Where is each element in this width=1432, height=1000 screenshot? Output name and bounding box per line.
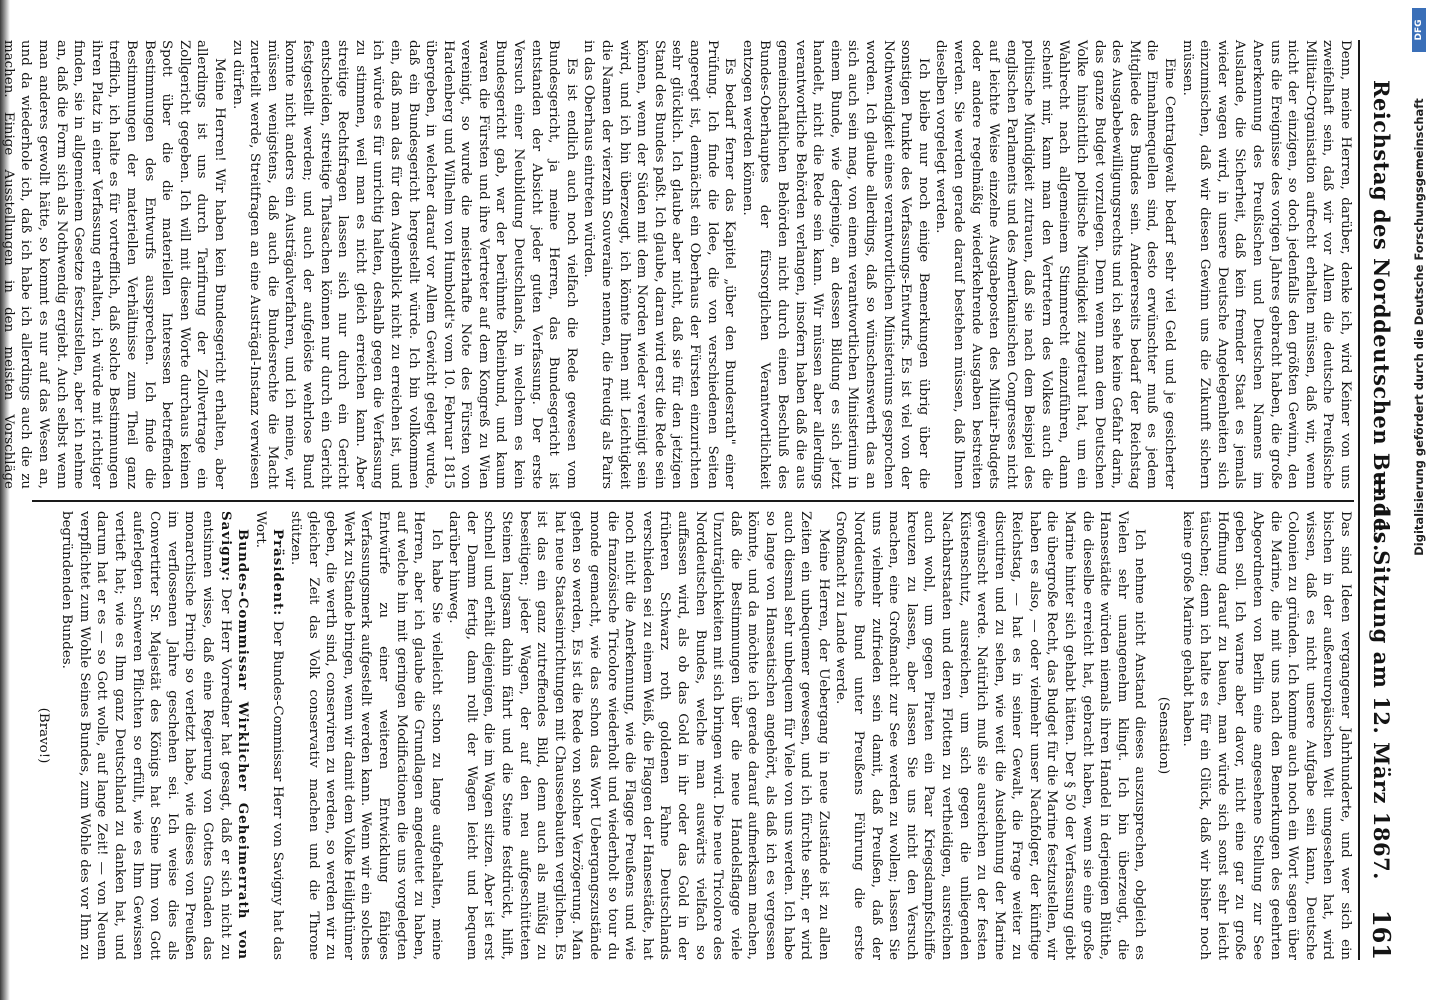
praesident-label: Präsident: <box>270 529 287 617</box>
left-paragraph-5: Es ist endlich auch noch vielfach die Rede gewesen vom Bundesgericht, ja meine Herren, das Bundesgericht ist entstanden der Absicht jeder guten Verfassung. Der erste Versuch einer Neubildung Deutschlands, in welchem es kein Bundesgericht gab, war der berühmte Rheinbund, und kaum waren die Fürsten und ihre Vertreter auf dem Kongreß zu Wien vereinigt, so wurde die meisterhafte Note des Fürsten von Hardenberg und Wilhelm von Humboldt's vom 10. Februar 1815 übergeben, in welcher darauf vor Allem Gewicht gelegt wurde, daß ein Bundesgericht hergestellt würde. Ich bin vollkommen ein, daß man das für den Augenblick nicht zu erreichen ist, und ich würde es für unrichtig halten, deshalb gegen die Verfassung zu stimmen, weil man es nicht gleich erreichen kann. Aber streitige Rechtsfragen lassen sich nur durch ein Gericht entscheiden, streitige Thatsachen können nur durch ein Gericht festgestellt werden; und auch der aufgelöste wehrlose Bund konnte nicht anders ein Austrägalverfahren, und ich meine, wir müssen wenigstens, daß auch die Bundesrechte die Macht zuerteilt werde, Streitfragen an eine Austrägal-Instanz verwiesen zu dürfen. <box>229 40 579 489</box>
commissar-text: Der Herr Vorredner hat gesagt, daß er sich nicht zu entsinnen wisse, daß eine Regierung von Gottes Gnaden das monarchische Princip so verletzt habe, wie dieses von Preußen im verflossenen Jahre geschehen sei. Ich weise dies als Convertirter Sr. Majestät des Königs hat Seine Ihm von Gott auferlegten schweren Pflichten so erfüllt, wie es Ihm Gewissen vertieft hat; wie es Ihm ganz Deutschland zu danken hat, und darum hat er es — so Gott wolle, auf lange Zeit! — von Neuem verpflichtet zum Wohle Seines Bundes, zum Wohle des vor Ihm zu begründenden Bundes. <box>59 511 233 960</box>
rotated-page <box>0 30 1406 970</box>
left-column <box>0 40 1354 489</box>
bravo-note: (Bravo!) <box>35 707 51 764</box>
left-paragraph-2: Eine Centralgewalt bedarf sehr viel Geld und je gesicherter die Einnahmequellen sind, desto erwünschter muß es jedem Mitgliede des Bundes sein. Andererseits bedarf der Reichstag des Ausgabebewilligungsrechts und ich sehe keine Gefahr darin, das ganze Budget vorzulegen. Denn wenn man dem Deutschen Volke hinsichtlich politische Mündigkeit zugetraut hat, um ein Wahlrecht nach allgemeinem Stimmrecht einzuführen, dann scheint mir, kann man den Vertretern des Volkes auch die politische Mündigkeit zutrauen, daß sie nach dem Beispiel des englischen Parlaments und des Amerikanischen Congresses nicht auf leichte Weise einzelne Ausgabeposten des Militair-Budgets oder andere regelmäßig wiederkehrende Ausgaben bestreiten werden. Sie werden gerade darauf bestehen müssen, daß Ihnen dieselben vorgelegt werden. <box>933 40 1178 489</box>
left-paragraph-3: Ich bleibe nur noch einige Bemerkungen übrig über die sonstigen Punkte des Verfassungs-Entwurfs. Es ist viel von der Nothwendigkeit eines verantwortlichen Ministeriums gesprochen worden. Ich glaube allerdings, daß so wünschenswerth das an sich auch sein mag, von einem verantwortlichen Ministerium in einem Bunde, wie derjenige, an dessen Bildung es sich jetzt handelt, nicht die Rede sein kann. Wir müssen aber allerdings verantwortliche Behörden verlangen, insofern haben daß die aus gemeinschaftlichen Behörden nicht durch einen Beschluß des Bundes-Oberhauptes der fürsorglichen Verantwortlichkeit entzogen werden können. <box>739 40 931 489</box>
dfg-logo-text: DFG <box>1414 19 1424 41</box>
right-paragraph-2: Ich nehme nicht Anstand dieses auszusprechen, obgleich es Vielen sehr unangenehm klingt. Ich bin überzeugt, die Hansestädte würden niemals ihren Handel in derjenigen Blüthe, die dieselbe erreicht hat, gebracht haben, wenn sie eine große Marine hinter sich gehabt hätten. Der § 50 der Verfassung giebt die übergroße Recht, das Budget für die Marine festzustellen, wir haben es also, — oder vielmehr unser Nachfolger, der künftige Reichstag, — hat es in seiner Gewalt, die Frage weiter zu discutiren und zu sehen, wie weit die Ausdehnung der Marine gewünscht werde. Natürlich muß sie ausreichen zu der festen Küstenschutz, ausreichen, um sich gegen die unliegenden Nachbarstaaten und deren Flotten zu vertheidigen, ausreichen auch wohl, um gegen Piraten ein Paar Kriegsdampfschiffe kreuzen zu lassen, aber lassen Sie uns nicht den Versuch machen, eine Großmacht zur See werden zu wollen; lassen Sie uns vielmehr zufrieden sein damit, daß Preußen, daß der Norddeutsche Bund unter Preußens Führung die erste Großmacht zu Lande werde. <box>833 511 1148 960</box>
commissar-paragraph <box>58 511 252 960</box>
sensation-note: (Sensation) <box>1156 696 1172 775</box>
praesident-paragraph <box>251 511 286 960</box>
header-title-left: Reichstag des Norddeutschen Bundes. <box>1369 80 1394 552</box>
commissar-label: Bundes-Commissar Wirklicher Geheimerrath von Savigny: <box>217 511 252 960</box>
praesident-text: Der Bundes-Commissar Herr von Savigny hat das Wort. <box>252 511 286 960</box>
right-paragraph-4: Ich habe Sie vielleicht schon zu lange aufgehalten, meine Herren, aber ich glaube die Grundlagen angedeutet zu haben, auf welche hin mit geringen Modificationen die uns vorgelegten Entwürfe zu einer weiteren Entwicklung fähiges Verfassungsmerk aufgestellt werden kann. Wenn wir ein solches Werk zu Stande bringen, wenn wir damit dem Volke Heiligthümer geben, die werth sind, conserviren zu werden, so werden wir zu gleicher Zeit das Volk conservativ machen und die Throne stützen. <box>287 511 444 960</box>
left-paragraph-4: Es bedarf ferner das Kapitel „über den Bundesrath" einer Prüfung. Ich finde die Idee, die von verschiedenen Seiten angeregt ist, demnächst ein Oberhaus der Fürsten einzurichten sehr glücklich. Ich glaube aber nicht, daß sie für den jetzigen Stand des Bundes paßt. Ich glaube, daran wird erst die Rede sein können, wenn der Süden mit dem Norden wieder vereinigt sein wird, und ich bin überzeugt, ich könnte Ihnen mit Leichtigkeit die Namen der vierzehn Souveraine nennen, die freudig als Pairs in das Oberhaus eintreten würden. <box>581 40 738 489</box>
right-column <box>32 511 1354 960</box>
page-number: 161 <box>1367 909 1396 960</box>
right-paragraph-3: Meine Herren, der Uebergang in neue Zustände ist zu allen Zeiten ein unbequemer gewesen, und ich fürchte sehr, er wird auch diesmal sehr unbequem für Viele von uns werden. Ich habe so lange von Hanseatischen angehört, als daß ich es vergessen könnte, und da möchte ich gerade darauf aufmerksam machen, daß die Bestimmungen über die neue Handelsflagge viele Unzuträglichkeiten mit sich bringen wird. Die neue Tricolore des Norddeutschen Bundes, welche man auswärts vielfach so auffassen wird, als ob das Gold in ihr oder das Gold in der früheren Schwarz roth goldenen Fahne Deutschlands verschieden sei zu einem Weiß, die Flaggen der Hansestädte, hat noch nicht die Anerkennung, wie die Flagge Preußens und wie die französische Tricolore wiederholt und wiederholt so tour du monde gemacht, wie das schon das Wort Uebergangszustände gehen so werden, Es ist die Rede von solcher Verzögerung. Man hat neue Staatseinrichtungen mit Chausseebauten verglichen. Es ist das ein ganz zutreffendes Bild, denn auch als müßig zu beseitigen; jeder Wagen, der auf den neu aufgeschütteten Steinen langsam dahin fährt und die Steine festdrückt, hilft, schnell und erhält diejenigen, die im Wagen sitzen. Aber ist erst der Damm fertig, dann rollt der Wagen leicht und bequem darüber hinweg. <box>446 511 831 960</box>
dfg-side-note <box>1406 0 1432 1000</box>
text-columns <box>0 40 1354 960</box>
right-paragraph-1: Das sind Ideen vergangener Jahrhunderte, und wer sich ein bischen in der außereuropäischen Welt umgesehen hat, wird wissen, daß es nicht unsere Aufgabe sein kann, Deutsche Colonien zu gründen. Ich komme auch noch ein Wort sagen über die Marine, die mit uns nach den Bemerkungen des geehrten Abgeordneten von Berlin eine angesehene Stellung zur See geben soll. Ich warne aber davor, nicht eine gar zu große Hoffnung darauf zu bauen, man würde sich sonst sehr leicht täuschen; denn ich halte es für ein Glück, daß wir bisher noch keine große Marine gehabt haben. <box>1179 511 1353 960</box>
column-divider <box>32 500 1354 502</box>
running-header <box>1358 40 1400 960</box>
header-title-right: — 11. Sitzung am 12. März 1867. <box>1369 475 1394 880</box>
left-paragraph-6: Meine Herren! Wir haben kein Bundesgericht erhalten, aber allerdings ist uns durch Tarifirung der Zollvertrage ein Zollgericht gegeben. Ich will mit diesen Worte durchaus keinen Spott über die die materiellen Interessen betreffenden Bestimmungen des Entwurfs aussprechen. Ich finde die Bestimmungen der materiellen Verhältnisse zum Theil ganz trefflich, ich halte es für vortrefflich, daß solche Bestimmungen ihren Platz in einer Verfassung erhalten, ich würde mit richtiger finden, sie in allgemeinem Gesetze festzustellen, aber ich nehme an, daß die Form sich als Nothwendig ergiebt. Auch selbst wenn man anderes gewollt hätte, so kommt es nur auf das Wesen an, und da wiederhole ich, daß ich habe ich allerdings auch die zu machen. Einige Ausstellungen in den meisten Vorschläge <box>0 40 227 489</box>
left-paragraph-1: Denn, meine Herren, darüber, denke ich, wird Keiner von uns zweifelhaft sein, daß wir vor Allem die deutsche Preußische Militair-Organisation aufrecht erhalten müssen, daß wir, wenn nicht der einzigen, so doch jedenfalls den größten Gewinn, den uns die Ereignisse des vorigen Jahres gebracht haben, die große Anerkennung des Preußischen und Deutschen Namens im Auslande, die Sicherheit, daß kein fremder Staat es jemals wieder wagen wird, in unsere Deutsche Angelegenheiten sich einzumischen, daß wir diesen Gewinn uns die Zukunft sichern müssen. <box>1179 40 1353 489</box>
dfg-credit-text: Digitalisierung gefördert durch die Deutsche Forschungsgemeinschaft <box>1412 98 1426 556</box>
